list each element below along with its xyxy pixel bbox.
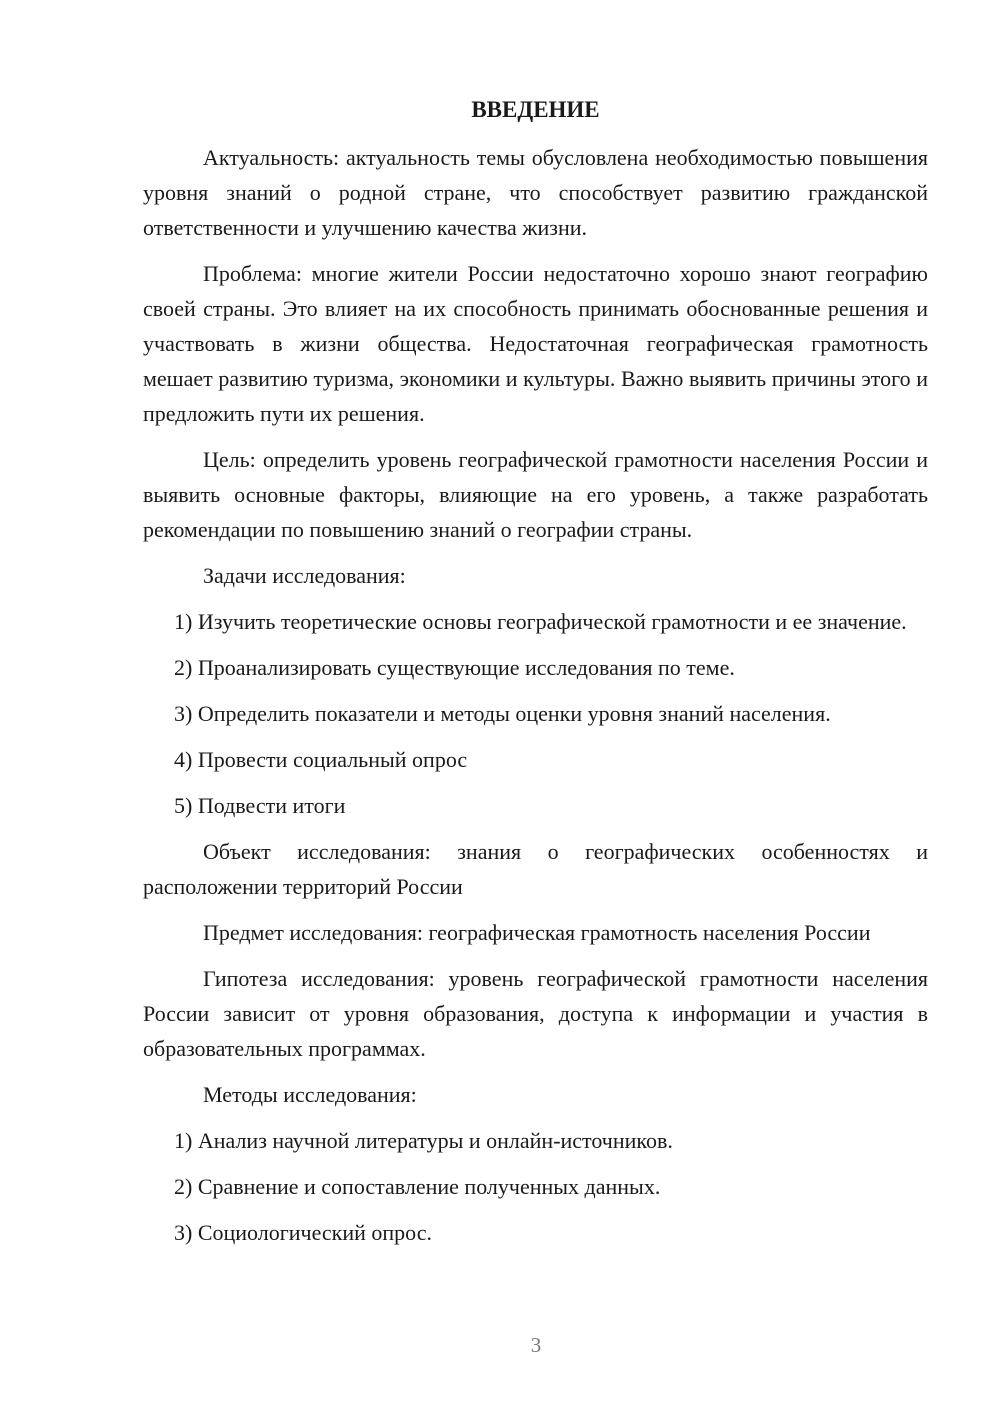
tasks-heading: Задачи исследования: xyxy=(203,563,406,588)
relevance-paragraph: Актуальность: актуальность темы обусловлена необходимостью повышения уровня знаний о родной стране, что способствует развитию гражданской ответственности и улучшению качества жизни. xyxy=(143,145,928,240)
method-item: 1) Анализ научной литературы и онлайн-источников. xyxy=(174,1128,673,1153)
hypothesis-paragraph: Гипотеза исследования: уровень географической грамотности населения России зависит от уровня образования, доступа к информации и участия в образовательных программах. xyxy=(143,966,928,1061)
section-title: ВВЕДЕНИЕ xyxy=(471,97,600,122)
task-item: 1) Изучить теоретические основы географической грамотности и ее значение. xyxy=(174,609,907,634)
goal-paragraph: Цель: определить уровень географической грамотности населения России и выявить основные факторы, влияющие на его уровень, а также разработать рекомендации по повышению знаний о географии страны. xyxy=(143,447,928,542)
document-page xyxy=(143,92,928,1250)
method-item: 2) Сравнение и сопоставление полученных данных. xyxy=(174,1174,661,1199)
method-item: 3) Социологический опрос. xyxy=(174,1220,432,1245)
page-number: 3 xyxy=(530,1333,542,1357)
task-item: 2) Проанализировать существующие исследования по теме. xyxy=(174,655,735,680)
task-item: 4) Провести социальный опрос xyxy=(174,747,468,772)
subject-paragraph: Предмет исследования: географическая грамотность населения России xyxy=(203,920,871,945)
methods-heading: Методы исследования: xyxy=(203,1082,417,1107)
task-item: 3) Определить показатели и методы оценки уровня знаний населения. xyxy=(174,701,831,726)
problem-paragraph: Проблема: многие жители России недостаточно хорошо знают географию своей страны. Это влияет на их способность принимать обоснованные решения и участвовать в жизни общества. Недостаточная географическая грамотность мешает развитию туризма, экономики и культуры. Важно выявить причины этого и предложить пути их решения. xyxy=(143,261,928,426)
object-paragraph: Объект исследования: знания о географических особенностях и расположении территорий России xyxy=(143,839,928,899)
task-item: 5) Подвести итоги xyxy=(174,793,346,818)
